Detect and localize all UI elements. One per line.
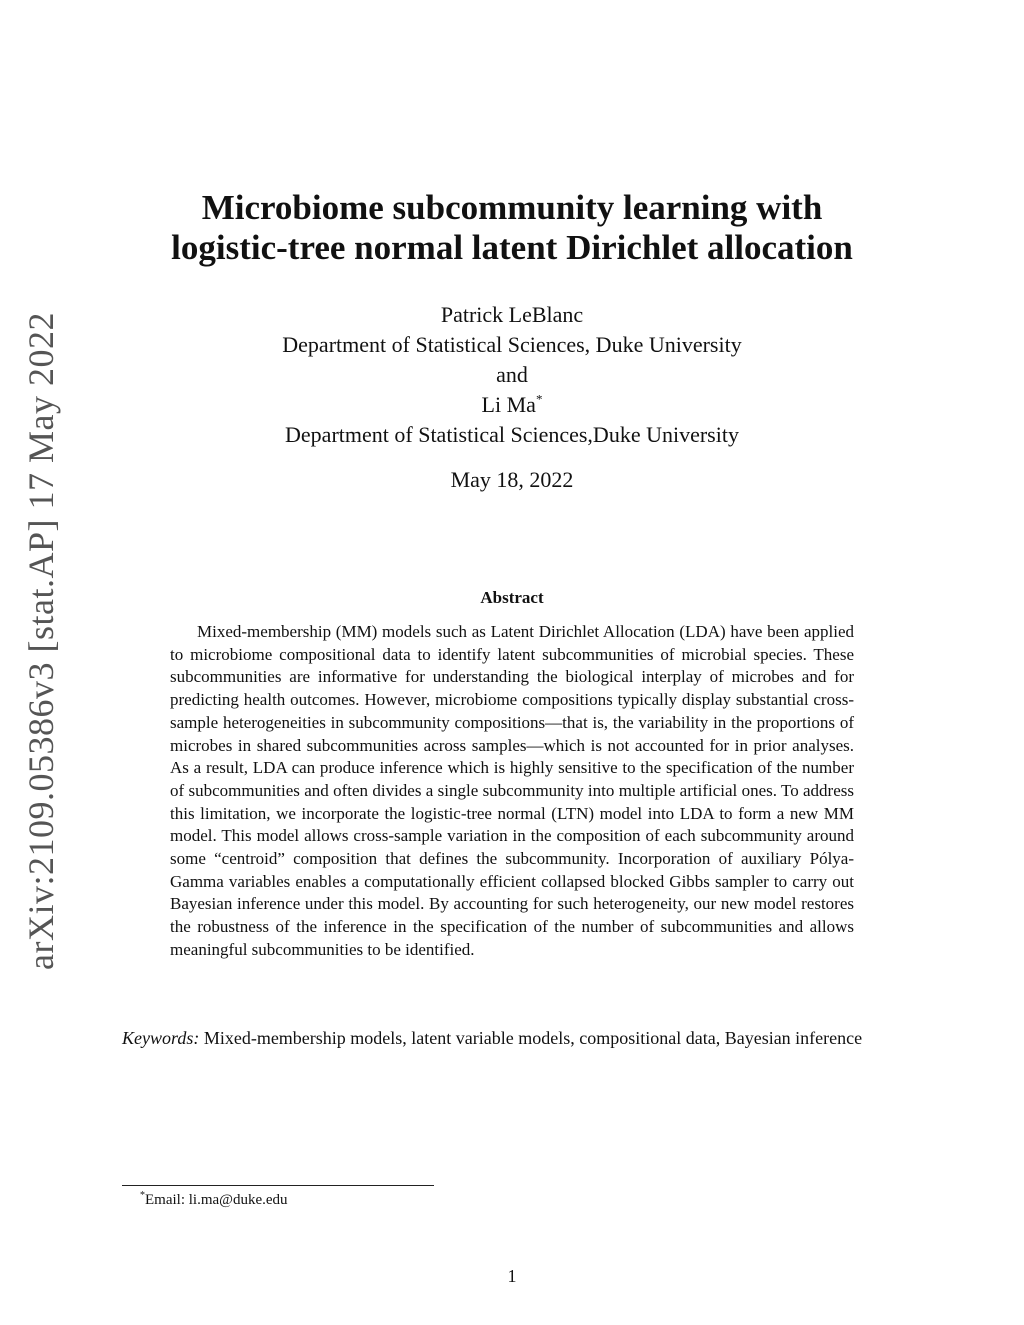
- page-number: 1: [507, 1266, 517, 1286]
- abstract-heading: Abstract: [480, 588, 544, 607]
- author-conjunction: and: [496, 362, 528, 387]
- author-1-name: Patrick LeBlanc: [440, 302, 584, 327]
- footnote-email: Email: li.ma@duke.edu: [145, 1192, 288, 1208]
- author-1-affiliation: Department of Statistical Sciences, Duke University: [282, 332, 742, 357]
- author-2-footnote-mark: *: [535, 391, 543, 407]
- title-line-2: logistic-tree normal latent Dirichlet allocation: [171, 228, 853, 267]
- author-block: [150, 300, 874, 450]
- paper-title: [100, 188, 924, 268]
- keywords-label: Keywords:: [122, 1028, 200, 1048]
- title-line-1: Microbiome subcommunity learning with: [201, 188, 823, 227]
- publication-date: May 18, 2022: [450, 467, 574, 492]
- keywords-text: Mixed-membership models, latent variable models, compositional data, Bayesian inference: [203, 1028, 863, 1048]
- author-2-line: [150, 390, 874, 420]
- abstract-body: Mixed-membership (MM) models such as Latent Dirichlet Allocation (LDA) have been applied to microbiome compositional data to identify latent subcommunities of microbial species. These subcommunities are informative for understanding the biological interplay of microbes and for predicting health outcomes. However, microbiome compositions typically display substantial cross-sample heterogeneities in subcommunity compositions—that is, the variability in the proportions of microbes in shared subcommunities across samples—which is not accounted for in prior analyses. As a result, LDA can produce inference which is highly sensitive to the specification of the number of subcommunities and often divides a single subcommunity into multiple artificial ones. To address this limitation, we incorporate the logistic-tree normal (LTN) model into LDA to form a new MM model. This model allows cross-sample variation in the composition of each subcommunity around some “centroid” composition that defines the subcommunity. Incorporation of auxiliary Pólya-Gamma variables enables a computationally efficient collapsed blocked Gibbs sampler to carry out Bayesian inference under this model. By accounting for such heterogeneity, our new model restores the robustness of the inference in the specification of the number of subcommunities and allows meaningful subcommunities to be identified.: [170, 622, 854, 959]
- author-2-affiliation: Department of Statistical Sciences,Duke University: [285, 422, 739, 447]
- author-2-name: Li Ma: [481, 392, 536, 417]
- footnote: [140, 1190, 288, 1209]
- arxiv-identifier-stamp: [20, 312, 61, 970]
- arxiv-identifier-text: arXiv:2109.05386v3 [stat.AP] 17 May 2022: [21, 312, 61, 970]
- keywords-paragraph: [122, 1026, 904, 1050]
- footnote-mark: *: [140, 1190, 145, 1201]
- footnote-rule: [122, 1185, 434, 1186]
